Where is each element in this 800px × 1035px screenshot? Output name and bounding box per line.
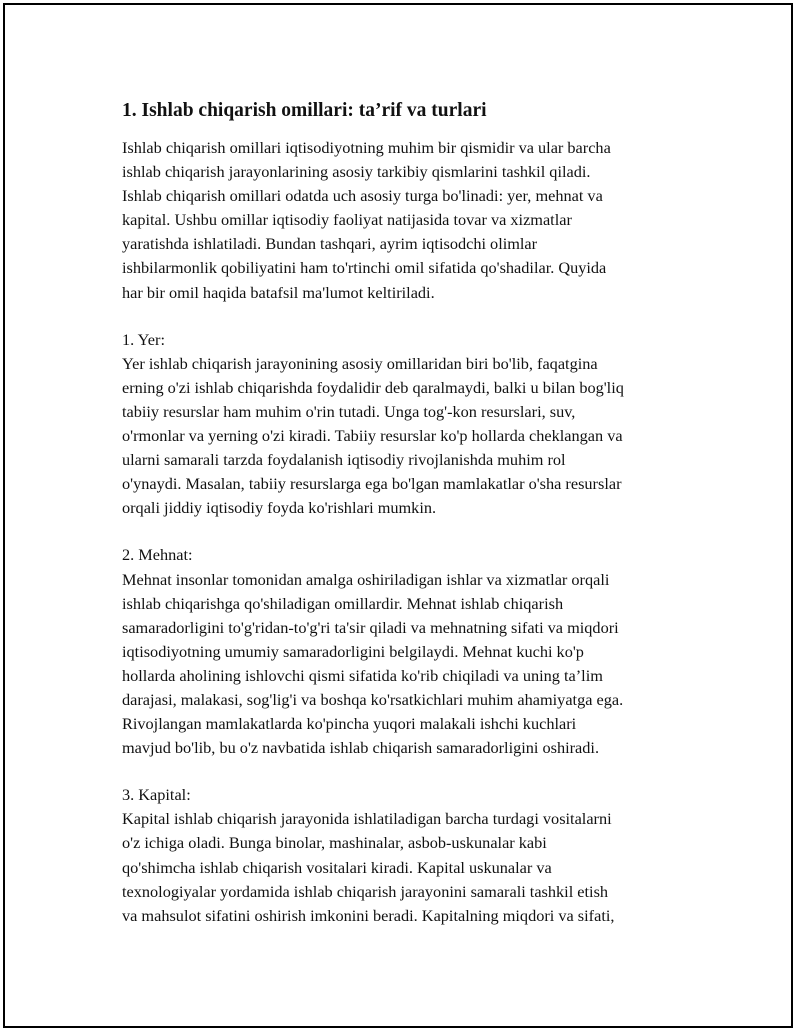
section-heading: 3. Kapital: <box>122 785 191 805</box>
paragraph-line: hollarda aholining ishlovchi qismi sifatida ko'rib chiqiladi va uning ta’lim <box>122 665 603 685</box>
paragraph-line: va mahsulot sifatini oshirish imkonini beradi. Kapitalning miqdori va sifati, <box>122 905 615 925</box>
section-yer <box>122 328 702 521</box>
paragraph-line: Ishlab chiqarish omillari odatda uch asosiy turga bo'linadi: yer, mehnat va <box>122 186 603 206</box>
paragraph-line: Yer ishlab chiqarish jarayonining asosiy omillaridan biri bo'lib, faqatgina <box>122 353 598 373</box>
paragraph-line: ularni samarali tarzda foydalanish iqtisodiy rivojlanishda muhim rol <box>122 450 566 470</box>
paragraph-line: qo'shimcha ishlab chiqarish vositalari kiradi. Kapital uskunalar va <box>122 857 552 877</box>
paragraph-line: orqali jiddiy iqtisodiy foyda ko'rishlari mumkin. <box>122 498 437 518</box>
paragraph-line: iqtisodiyotning umumiy samaradorligini belgilaydi. Mehnat kuchi ko'p <box>122 641 584 661</box>
paragraph-line: mavjud bo'lib, bu o'z navbatida ishlab chiqarish samaradorligini oshiradi. <box>122 738 600 758</box>
paragraph-line: ishlab chiqarishga qo'shiladigan omillardir. Mehnat ishlab chiqarish <box>122 593 564 613</box>
paragraph-line: erning o'zi ishlab chiqarishda foydalidir deb qaralmaydi, balki u bilan bog'liq <box>122 377 624 397</box>
paragraph-line: samaradorligini to'g'ridan-to'g'ri ta'sir qiladi va mehnatning sifati va miqdori <box>122 617 619 637</box>
section-mehnat <box>122 543 702 760</box>
paragraph-line: tabiiy resurslar ham muhim o'rin tutadi. Unga tog'-kon resurslari, suv, <box>122 401 576 421</box>
section-heading: 2. Mehnat: <box>122 545 193 565</box>
intro-paragraph <box>122 136 702 305</box>
page-frame <box>3 3 793 1028</box>
section-kapital <box>122 783 702 928</box>
paragraph-line: yaratishda ishlatiladi. Bundan tashqari, ayrim iqtisodchi olimlar <box>122 234 538 254</box>
paragraph-line: darajasi, malakasi, sog'lig'i va boshqa ko'rsatkichlari muhim ahamiyatga ega. <box>122 689 624 709</box>
paragraph-line: Ishlab chiqarish omillari iqtisodiyotning muhim bir qismidir va ular barcha <box>122 138 611 157</box>
document-body <box>122 98 702 951</box>
paragraph-line: o'ynaydi. Masalan, tabiiy resurslarga ega bo'lgan mamlakatlar o'sha resurslar <box>122 474 622 494</box>
paragraph-line: Kapital ishlab chiqarish jarayonida ishlatiladigan barcha turdagi vositalarni <box>122 809 612 829</box>
paragraph-line: ishbilarmonlik qobiliyatini ham to'rtinchi omil sifatida qo'shadilar. Quyida <box>122 258 607 278</box>
paragraph-line: kapital. Ushbu omillar iqtisodiy faoliyat natijasida tovar va xizmatlar <box>122 210 572 230</box>
paragraph-line: ishlab chiqarish jarayonlarining asosiy tarkibiy qismlarini tashkil qiladi. <box>122 162 591 182</box>
paragraph-line: Mehnat insonlar tomonidan amalga oshiriladigan ishlar va xizmatlar orqali <box>122 569 610 589</box>
paragraph-line: Rivojlangan mamlakatlarda ko'pincha yuqori malakali ishchi kuchlari <box>122 714 577 734</box>
paragraph-line: texnologiyalar yordamida ishlab chiqarish jarayonini samarali tashkil etish <box>122 881 609 901</box>
paragraph-line: har bir omil haqida batafsil ma'lumot keltiriladi. <box>122 282 435 302</box>
paragraph-line: o'z ichiga oladi. Bunga binolar, mashinalar, asbob-uskunalar kabi <box>122 833 547 853</box>
paragraph-line: o'rmonlar va yerning o'zi kiradi. Tabiiy resurslar ko'p hollarda cheklangan va <box>122 426 623 446</box>
section-heading: 1. Yer: <box>122 329 165 349</box>
document-title: 1. Ishlab chiqarish omillari: ta’rif va turlari <box>122 100 487 121</box>
